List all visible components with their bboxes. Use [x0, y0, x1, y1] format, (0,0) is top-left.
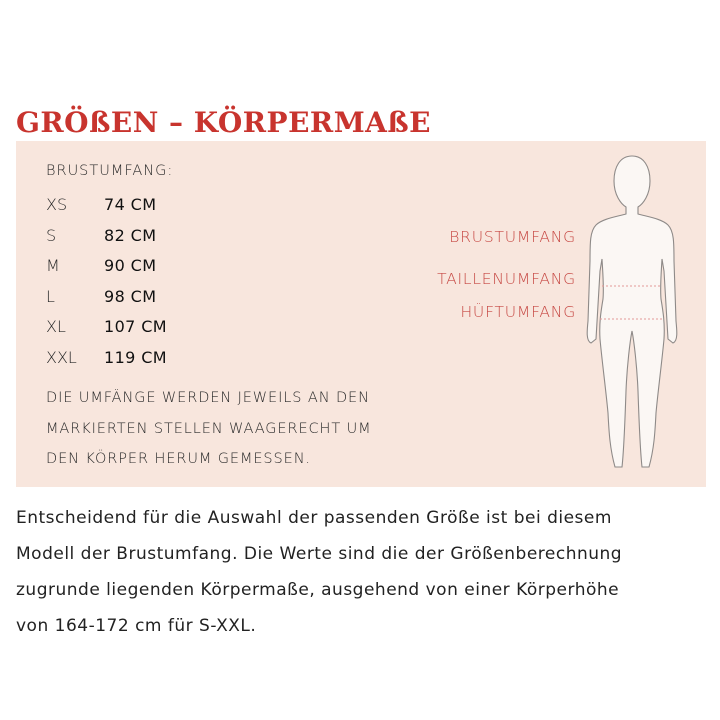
- size-chart-panel: [16, 141, 706, 487]
- size-value: 90 CM: [104, 256, 157, 275]
- size-name: XL: [46, 317, 66, 336]
- chest-label: BRUSTUMFANG: [449, 228, 576, 246]
- note-line: DIE UMFÄNGE WERDEN JEWEILS AN DEN: [46, 390, 370, 406]
- size-value: 82 CM: [104, 226, 157, 245]
- size-value: 74 CM: [104, 195, 157, 214]
- size-name: L: [46, 287, 55, 306]
- waist-label: TAILLENUMFANG: [437, 270, 576, 288]
- page-title: GRÖßEN – KÖRPERMAßE: [16, 106, 432, 139]
- description: [16, 500, 706, 644]
- measurement-note: [46, 383, 406, 475]
- size-name: XXL: [46, 348, 77, 367]
- size-chart-label: BRUSTUMFANG:: [46, 163, 174, 179]
- note-line: MARKIERTEN STELLEN WAAGERECHT UM: [46, 420, 372, 437]
- size-name: S: [46, 226, 57, 245]
- description-line: Modell der Brustumfang. Die Werte sind die der Größenberechnung: [16, 544, 623, 564]
- size-name: M: [46, 256, 60, 275]
- size-value: 119 CM: [104, 348, 168, 367]
- size-row-m: [46, 253, 156, 279]
- size-row-s: [46, 223, 156, 249]
- size-value: 107 CM: [104, 317, 168, 336]
- body-silhouette-icon: [582, 151, 682, 471]
- size-row-xl: [46, 314, 167, 340]
- description-line: von 164-172 cm für S-XXL.: [16, 616, 257, 636]
- size-value: 98 CM: [104, 287, 157, 306]
- size-row-xxl: [46, 345, 167, 371]
- hip-label: HÜFTUMFANG: [460, 303, 576, 321]
- size-row-xs: [46, 192, 156, 218]
- description-line: Entscheidend für die Auswahl der passenden Größe ist bei diesem: [16, 508, 612, 528]
- description-line: zugrunde liegenden Körpermaße, ausgehend von einer Körperhöhe: [16, 580, 620, 600]
- note-line: DEN KÖRPER HERUM GEMESSEN.: [46, 451, 311, 467]
- size-name: XS: [46, 195, 68, 214]
- size-row-l: [46, 284, 156, 310]
